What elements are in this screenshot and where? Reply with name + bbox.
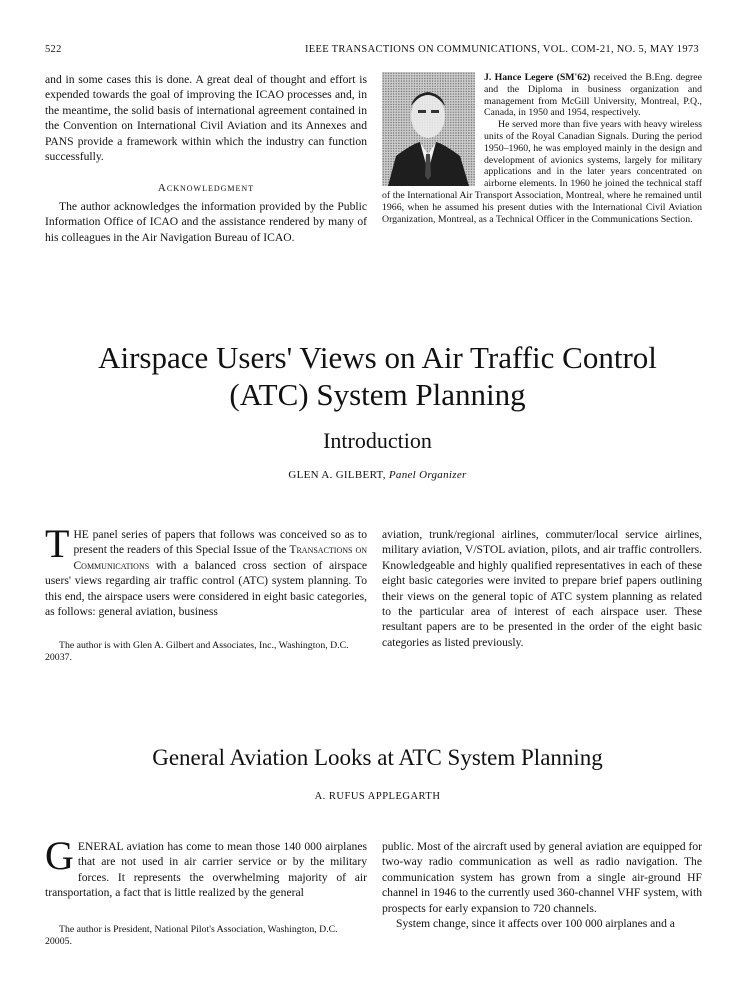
article2-text-2: public. Most of the aircraft used by general aviation are equipped for two-way radio communication as well as radio navigation. The communication system has grown from a single air-ground HF channel in 1946 to the currently used 360-channel VHF system, with prospects for early expansion to 720 channels. [382, 840, 702, 915]
intro-footnote: The author is with Glen A. Gilbert and Associates, Inc., Washington, D.C. 20037. [45, 640, 349, 663]
intro-text-start: HE panel series of papers that follows was conceived so as to present the readers of this Special Issue of the [73, 528, 367, 557]
article-title-line-2: (ATC) System Planning [229, 377, 526, 412]
article2-footnote: The author is President, National Pilot's Association, Washington, D.C. 20005. [45, 924, 338, 947]
author-role: Panel Organizer [388, 469, 467, 481]
article-author [20, 469, 735, 481]
acknowledgment-heading: Acknowledgment [157, 182, 255, 194]
bio-name: J. Hance Legere (SM'62) [484, 72, 591, 83]
author-bio [382, 72, 702, 225]
article-title-line-1: Airspace Users' Views on Air Traffic Control [98, 340, 657, 375]
journal-header: IEEE TRANSACTIONS ON COMMUNICATIONS, VOL. COM-21, NO. 5, MAY 1973 [304, 44, 699, 55]
author-name: GLEN A. GILBERT, [288, 469, 386, 481]
article2-title: General Aviation Looks at ATC System Planning [152, 745, 603, 770]
bio-text-2: He served more than five years with heavy wireless units of the Royal Canadian Signals. During the period 1950–1960, he was employed mainly in the design and development of avionics systems, largely for military applications and in the later years concentrated on airborne elements. In 1960 he joined the technical staff of the International Air Transport Association, Montreal, where he remained until 1966, when he assumed his present duties with the International Civil Aviation Organization, Montreal, as a Technical Officer in the Communications Section. [382, 119, 702, 225]
article-subtitle: Introduction [323, 428, 432, 453]
article2-column-2 [382, 839, 702, 931]
drop-cap-g: G [45, 833, 74, 878]
article2-author: A. RUFUS APPLEGARTH [314, 791, 441, 802]
article2-text-1: ENERAL aviation has come to mean those 140 000 airplanes that are not used in air carrier service or by the military forces. It represents the overwhelming majority of air transportation, a fact that is little realized by the general [45, 840, 367, 900]
intro-journal-name: Transactions on Communications [73, 543, 367, 572]
page-number: 522 [45, 44, 62, 55]
intro-text-rest: with a balanced cross section of airspace users' views regarding air traffic control (ATC) system planning. To this end, the airspace users were considered in eight basic categories, as follows: general aviation, business [45, 558, 367, 619]
bio-text-1: received the B.Eng. degree and the Diploma in business organization and management from McGill University, Montreal, P.Q., Canada, in 1950 and 1954, respectively. [484, 72, 702, 119]
article2-column-1 [45, 833, 367, 901]
article2-text-3: System change, since it affects over 100 000 airplanes and a [396, 917, 675, 931]
intro-column-1 [45, 521, 367, 619]
acknowledgment-text: The author acknowledges the information provided by the Public Information Office of ICAO and the assistance rendered by many of his colleagues in the Air Navigation Bureau of ICAO. [45, 200, 367, 244]
intro-column-2: aviation, trunk/regional airlines, commuter/local service airlines, military aviation, V/STOL aviation, pilots, and air traffic controllers. Knowledgeable and highly qualified representatives in each of these eight basic categories were invited to prepare brief papers outlining their views on the general topic of ATC system planning as related to the particular area of interest of each airspace user. These resultant papers are to be presented in the order of the eight basic categories as listed previously. [382, 528, 702, 649]
drop-cap-t: T [45, 521, 70, 566]
article-title [20, 339, 735, 413]
prev-article-body: and in some cases this is done. A great deal of thought and effort is expended towards the goal of improving the ICAO processes and, in the meantime, the solid basis of international agreement contained in the Convention on International Civil Aviation and its Annexes and PANS provide a framework within which the industry can function successfully. [45, 73, 367, 164]
